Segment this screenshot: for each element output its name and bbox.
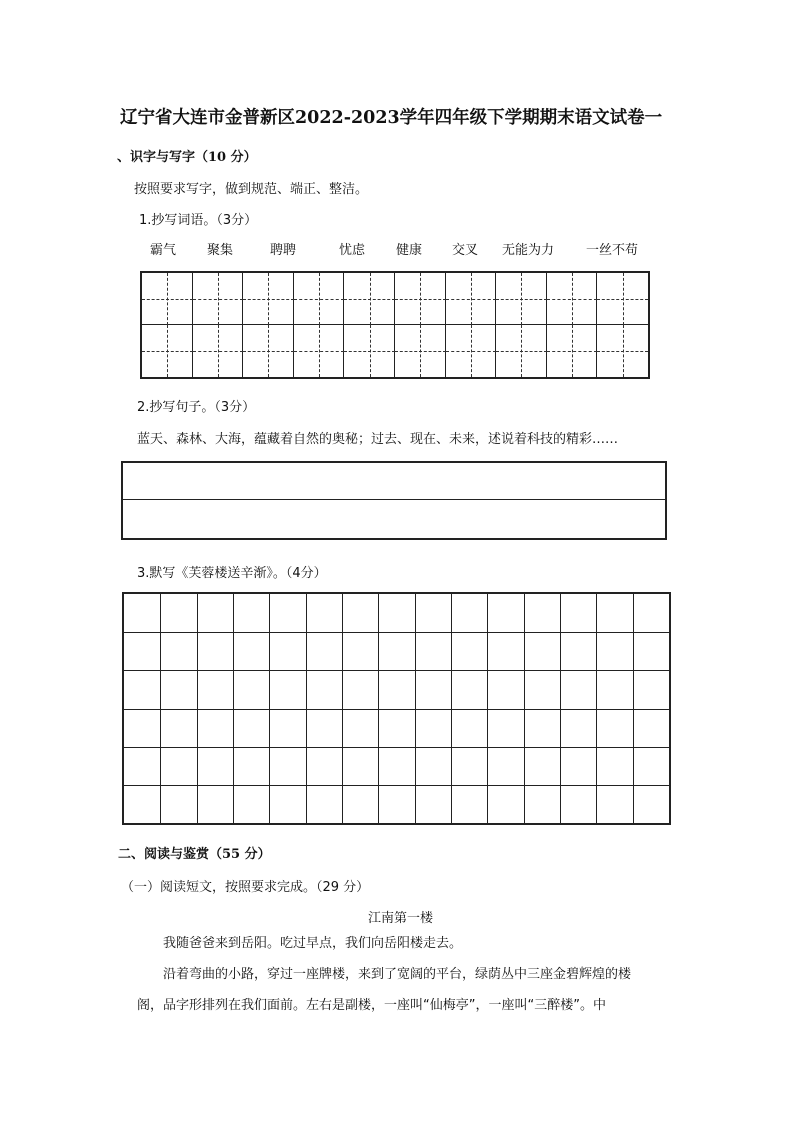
section1-heading: 、识字与写字（10 分） <box>117 150 257 165</box>
page-title: 辽宁省大连市金普新区2022-2023学年四年级下学期期末语文试卷一 <box>120 108 663 128</box>
grid-guide-line <box>268 273 269 325</box>
grid-cell[interactable] <box>344 325 395 377</box>
q1-word-list <box>140 239 660 257</box>
grid-cell[interactable] <box>496 273 547 325</box>
grid-guide-line <box>521 325 522 377</box>
grid-guide-line <box>572 273 573 325</box>
grid-cell[interactable] <box>294 325 345 377</box>
section1-instruction: 按照要求写字，做到规范、端正、整洁。 <box>134 182 369 197</box>
grid-cell[interactable] <box>597 273 648 325</box>
grid-cell[interactable] <box>446 273 497 325</box>
grid-cell[interactable] <box>395 273 446 325</box>
q1-word: 聘聘 <box>270 243 297 258</box>
grid-row-line <box>124 709 669 710</box>
grid-cell[interactable] <box>142 325 193 377</box>
grid-cell[interactable] <box>547 273 598 325</box>
q1-word: 健康 <box>396 243 423 258</box>
grid-cell[interactable] <box>496 325 547 377</box>
passage-paragraph: 我随爸爸来到岳阳。吃过早点，我们向岳阳楼走去。 <box>163 936 463 951</box>
grid-guide-line <box>268 325 269 377</box>
q2-writing-lines[interactable] <box>121 461 667 540</box>
grid-guide-line <box>623 325 624 377</box>
section2-heading: 二、阅读与鉴赏（55 分） <box>118 847 271 862</box>
grid-cell[interactable] <box>344 273 395 325</box>
grid-cell[interactable] <box>193 325 244 377</box>
q2-label: 2.抄写句子。（3分） <box>137 400 256 415</box>
writing-line-divider <box>123 499 665 500</box>
q3-label: 3.默写《芙蓉楼送辛渐》。（4分） <box>137 566 327 581</box>
grid-row-line <box>124 632 669 633</box>
grid-cell[interactable] <box>547 325 598 377</box>
part1-label: （一）阅读短文，按照要求完成。（29 分） <box>121 880 370 895</box>
grid-cell[interactable] <box>142 273 193 325</box>
q2-sentence: 蓝天、森林、大海，蕴藏着自然的奥秘；过去、现在、未来，述说着科技的精彩…… <box>137 432 619 447</box>
passage-paragraph: 沿着弯曲的小路，穿过一座牌楼，来到了宽阔的平台，绿荫丛中三座金碧辉煌的楼 <box>163 967 632 982</box>
q1-word: 交叉 <box>452 243 479 258</box>
grid-guide-line <box>218 273 219 325</box>
q1-word: 无能为力 <box>502 243 555 258</box>
grid-row-line <box>124 670 669 671</box>
grid-guide-line <box>370 273 371 325</box>
grid-guide-line <box>420 325 421 377</box>
grid-guide-line <box>319 325 320 377</box>
grid-cell[interactable] <box>243 273 294 325</box>
passage-title: 江南第一楼 <box>368 911 434 926</box>
q1-label: 1.抄写词语。（3分） <box>139 213 258 228</box>
grid-guide-line <box>471 325 472 377</box>
grid-guide-line <box>370 325 371 377</box>
q1-writing-grid[interactable] <box>140 271 650 379</box>
grid-row-line <box>124 785 669 786</box>
grid-cell[interactable] <box>597 325 648 377</box>
grid-guide-line <box>420 273 421 325</box>
grid-guide-line <box>521 273 522 325</box>
grid-guide-line <box>167 325 168 377</box>
grid-guide-line <box>572 325 573 377</box>
grid-guide-line <box>319 273 320 325</box>
grid-row-line <box>124 747 669 748</box>
grid-cell[interactable] <box>243 325 294 377</box>
grid-cell[interactable] <box>446 325 497 377</box>
q3-writing-grid[interactable] <box>122 592 671 825</box>
grid-guide-line <box>623 273 624 325</box>
grid-guide-line <box>218 325 219 377</box>
grid-cell[interactable] <box>193 273 244 325</box>
grid-cell[interactable] <box>395 325 446 377</box>
grid-guide-line <box>167 273 168 325</box>
grid-guide-line <box>471 273 472 325</box>
q1-word: 一丝不苟 <box>586 243 639 258</box>
q1-word: 聚集 <box>207 243 234 258</box>
grid-cell[interactable] <box>294 273 345 325</box>
q1-word: 霸气 <box>150 243 177 258</box>
q1-word: 忧虑 <box>339 243 366 258</box>
passage-paragraph: 阁，品字形排列在我们面前。左右是副楼，一座叫“仙梅亭”，一座叫“三醉楼”。中 <box>137 998 606 1013</box>
